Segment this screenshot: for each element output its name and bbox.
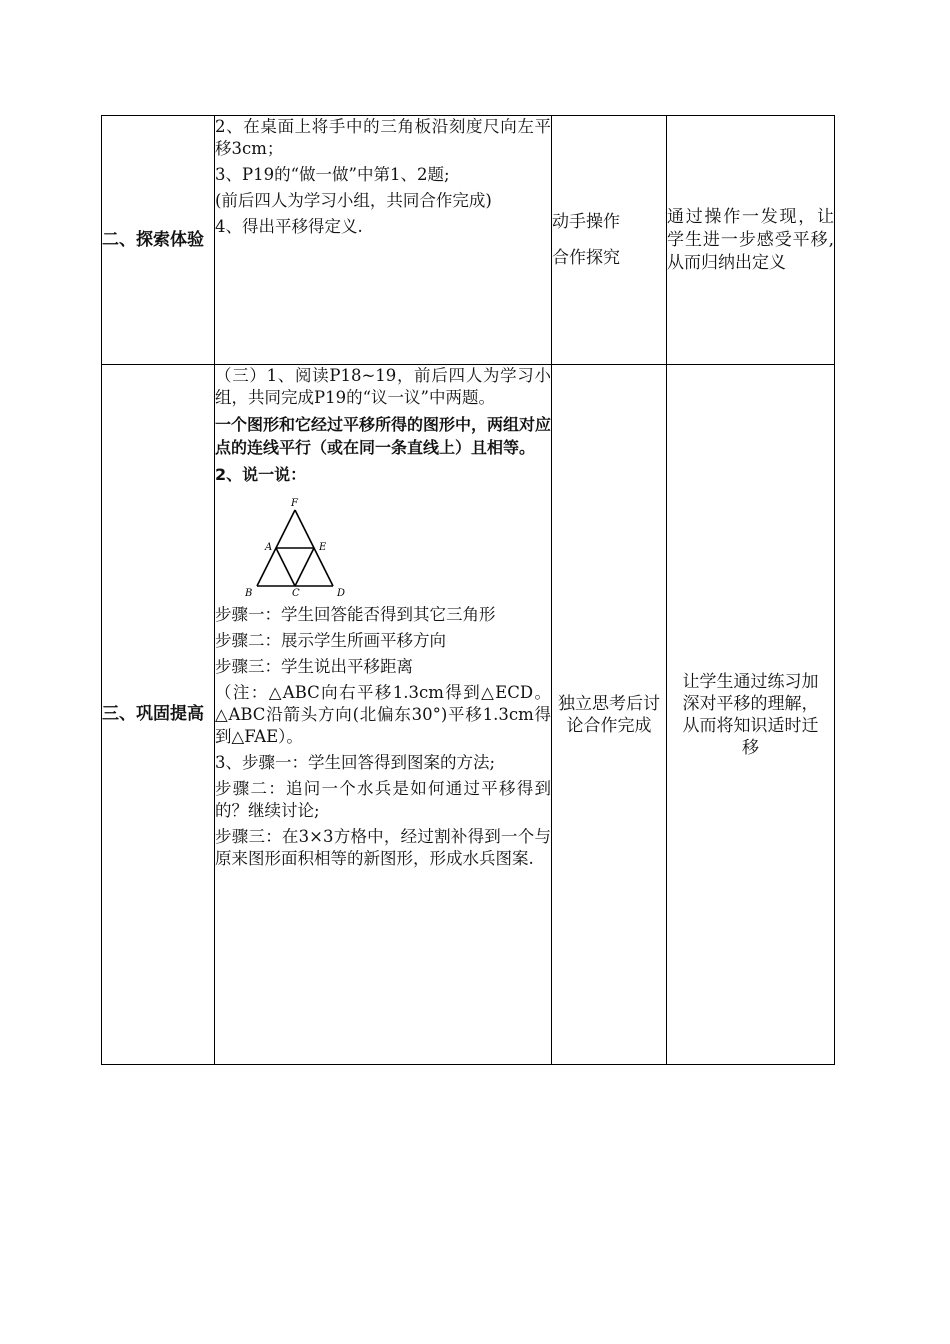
- content-cell: [215, 365, 552, 1065]
- intent-cell: 让学生通过练习加深对平移的理解，从而将知识适时迁移: [667, 365, 835, 1065]
- content-line: 步骤三：学生说出平移距离: [215, 657, 413, 676]
- label-b: B: [245, 588, 253, 598]
- content-line: 步骤三：在3×3方格中，经过割补得到一个与原来图形面积相等的新图形，形成水兵图案.: [215, 827, 551, 868]
- label-d: D: [337, 588, 346, 598]
- content-line: 步骤一：学生回答能否得到其它三角形: [215, 605, 496, 624]
- label-c: C: [292, 588, 300, 598]
- content-line: (前后四人为学习小组，共同合作完成): [215, 191, 492, 210]
- definition-text: 一个图形和它经过平移所得的图形中，两组对应点的连线平行（或在同一条直线上）且相等。: [215, 415, 552, 457]
- content-line: （注：△ABC向右平移1.3cm得到△ECD。△ABC沿箭头方向(北偏东30°)平移1.3cm得到△FAE）。: [215, 683, 551, 746]
- method-line: 合作探究: [552, 248, 620, 268]
- method-cell: 独立思考后讨论合作完成: [552, 365, 667, 1065]
- label-f: F: [291, 498, 298, 509]
- triangle-figure: [245, 498, 365, 598]
- content-line: 步骤二：展示学生所画平移方向: [215, 631, 446, 650]
- content-line: 步骤二：追问一个水兵是如何通过平移得到的？继续讨论;: [215, 779, 551, 820]
- stage-cell: 二、探索体验: [102, 116, 215, 365]
- content-line: （三）1、阅读P18~19，前后四人为学习小组，共同完成P19的“议一议”中两题。: [215, 366, 551, 407]
- label-a: A: [265, 542, 273, 553]
- label-e: E: [319, 542, 327, 553]
- content-line: 2、说一说：: [215, 465, 307, 484]
- content-cell: [215, 116, 552, 365]
- lesson-plan-table: [101, 115, 835, 1065]
- table-row: [102, 365, 835, 1065]
- stage-cell: 三、巩固提高: [102, 365, 215, 1065]
- content-line: 4、得出平移得定义.: [215, 217, 363, 236]
- table-row: [102, 116, 835, 365]
- intent-cell: 通过操作一发现，让学生进一步感受平移,从而归纳出定义: [667, 116, 835, 365]
- content-line: 3、P19的“做一做”中第1、2题;: [215, 165, 450, 184]
- method-cell: [552, 116, 667, 365]
- content-line: 2、在桌面上将手中的三角板沿刻度尺向左平移3cm；: [215, 117, 551, 158]
- method-line: 动手操作: [552, 212, 620, 232]
- content-line: 3、步骤一：学生回答得到图案的方法;: [215, 753, 496, 772]
